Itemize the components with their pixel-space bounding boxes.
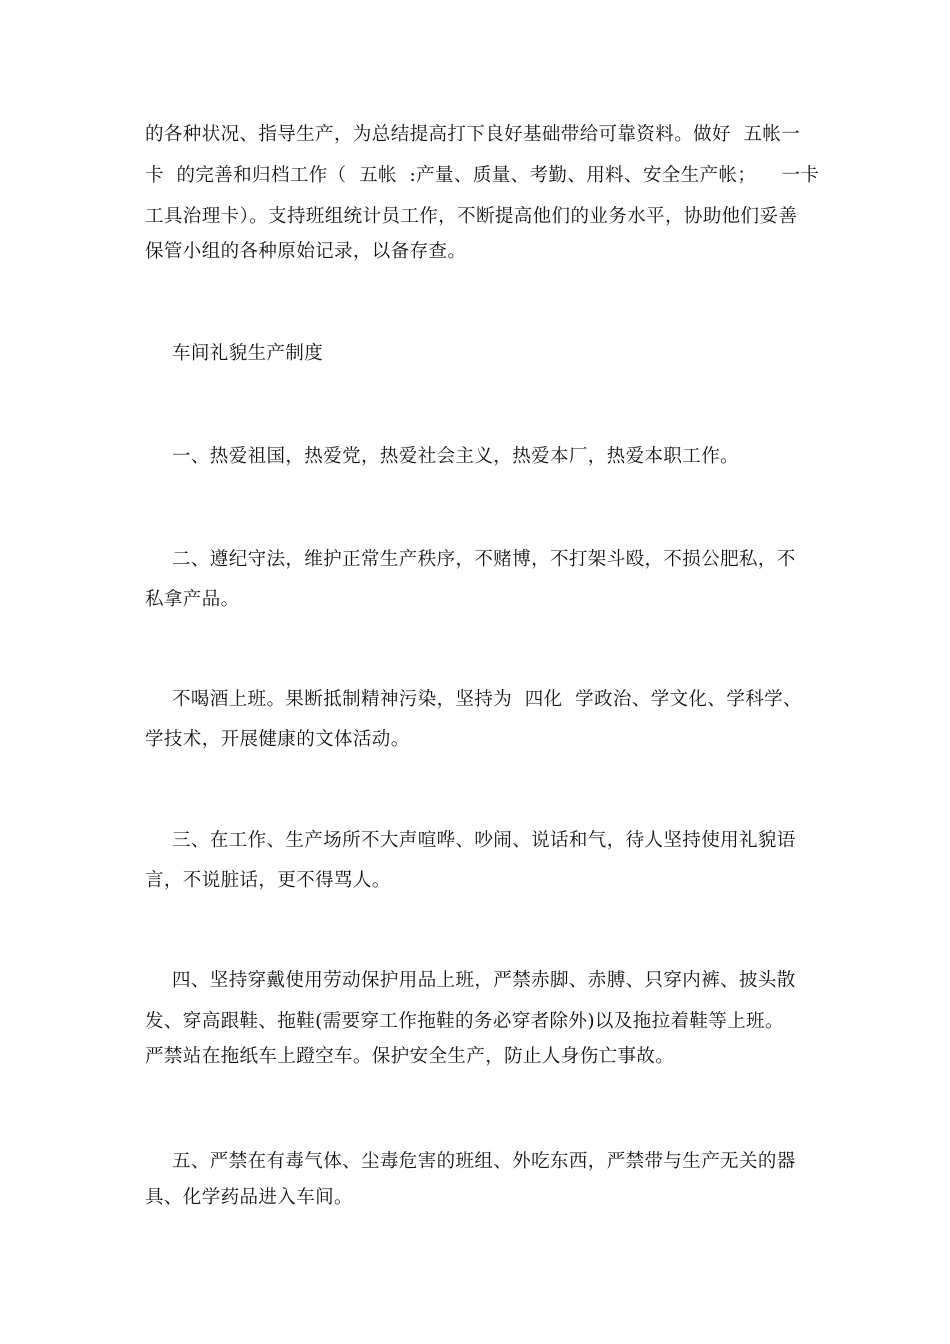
text-line: 三、在工作、生产场所不大声喧哗、吵闹、说话和气，待人坚持使用礼貌语 xyxy=(172,830,796,851)
text-line: 私拿产品。 xyxy=(145,589,240,610)
section-title: 车间礼貌生产制度 xyxy=(172,343,324,364)
text-line: 严禁站在拖纸车上蹬空车。保护安全生产，防止人身伤亡事故。 xyxy=(145,1046,675,1067)
text-line: 一、热爱祖国，热爱党，热爱社会主义，热爱本厂，热爱本职工作。 xyxy=(172,446,740,467)
text-line: 发、穿高跟鞋、拖鞋(需要穿工作拖鞋的务必穿者除外)以及拖拉着鞋等上班。 xyxy=(145,1011,784,1032)
text-line: 言，不说脏话，更不得骂人。 xyxy=(145,870,391,891)
text-line: 卡 的完善和归档工作（ 五帐 :产量、质量、考勤、用料、安全生产帐； 一卡 xyxy=(145,165,820,186)
text-line: 具、化学药品进入车间。 xyxy=(145,1187,353,1208)
text-line: 保管小组的各种原始记录，以备存查。 xyxy=(145,241,467,262)
text-line: 四、坚持穿戴使用劳动保护用品上班，严禁赤脚、赤膊、只穿内裤、披头散 xyxy=(172,970,796,991)
text-line: 学技术，开展健康的文体活动。 xyxy=(145,729,410,750)
text-line: 二、遵纪守法，维护正常生产秩序，不赌博，不打架斗殴，不损公肥私，不 xyxy=(172,549,796,570)
text-line: 工具治理卡）。支持班组统计员工作，不断提高他们的业务水平，协助他们妥善 xyxy=(145,206,798,227)
text-line: 不喝酒上班。果断抵制精神污染，坚持为 四化 学政治、学文化、学科学、 xyxy=(172,689,802,710)
text-line: 的各种状况、指导生产，为总结提高打下良好基础带给可靠资料。做好 五帐一 xyxy=(145,124,801,145)
text-line: 五、严禁在有毒气体、尘毒危害的班组、外吃东西，严禁带与生产无关的器 xyxy=(172,1151,796,1172)
